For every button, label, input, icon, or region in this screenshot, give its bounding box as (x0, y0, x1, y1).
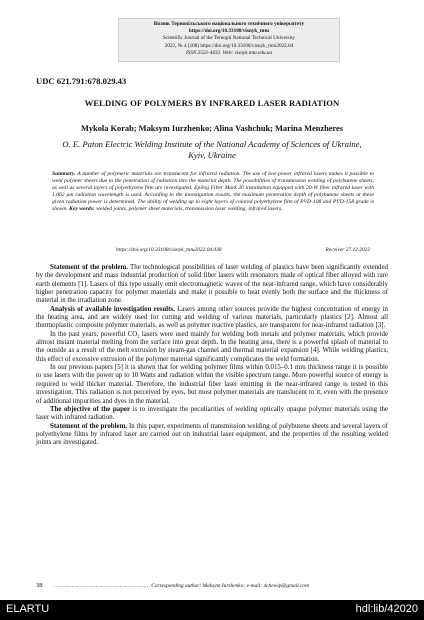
journal-doi[interactable]: https://doi.org/10.33108/visnyk_tntu (188, 28, 270, 35)
page-number: 38 (36, 582, 43, 589)
paragraph-text: The technological possibilities of laser welding of plastics have been significantly extended by the development and mass industrial production of solid fiber lasers with resonators made of optical fiber alloyed with rare earth elements [1]. Lasers of this type usually emit electromagnetic waves of the near-infrared range, which have considerably higher penetration capacity for polymer materials and make it possible to heat evenly both the surface and the thickness of material in the irradiation zone. (36, 264, 388, 305)
paper-title: WELDING OF POLYMERS BY INFRARED LASER RADIATION (84, 98, 340, 108)
keywords-text: welded joints, polymer sheet materials, transmission laser welding, infrared lasers. (96, 206, 283, 212)
paragraph-text: is to investigate the peculiarities of welding optically opaque polymer materials using the laser with infrared radiation. (36, 405, 389, 422)
article-body (36, 264, 388, 448)
journal-header (118, 18, 340, 62)
repository-name: ELARTU (6, 603, 50, 615)
received-date: Receiver 27.12.2022 (325, 247, 370, 253)
paragraph (36, 423, 388, 448)
abstract (52, 171, 374, 213)
journal-issue: 2022, № 4 (108) https://doi.org/10.33108/visnyk_tntu2022.04 (164, 42, 294, 49)
paragraph-text: In the past years, powerful CO₂ lasers were used mainly for welding both metals and polymer materials, which provide almost instant material melting from the surface into great depth. In the heating area, there is a powerful splash of material to the outside as a result of the melt extrusion by steam-gas channel and thermal material expansion [4]. While welding plastics, this effect of excessive extrusion of the polymer material significantly complicates the weld formation. (36, 330, 388, 363)
paper-authors: Mykola Korab; Maksym Iurzhenko; Alina Vashchuk; Marina Menzheres (80, 124, 344, 133)
paragraph-text: In this paper, experiments of transmission welding of polybutene sheets and several layers of polyethylene films by infrared laser are carried out on industrial laser equipment, and the properties of the resulting welded joints are investigated. (36, 422, 388, 447)
paragraph-heading: The objective of the paper (50, 405, 131, 413)
viewer-bottom-bar (0, 600, 424, 620)
article-doi-link[interactable]: https://doi.org/10.33108/visnyk_tntu2022.04.038 (116, 247, 222, 253)
keywords-label: Key words: (69, 206, 95, 212)
paragraph (36, 264, 388, 306)
paragraph (36, 306, 388, 331)
journal-name-ua: Вісник Тернопільського національного технічного університету (153, 21, 305, 27)
paragraph-text: In our previous papers [5] it is shown that for welding polymer films within 0.015–0.1 mm thickness range it is possible to use lasers with the power up to 10 Watts and radiation within the visible spectrum range. More powerful source of energy is required to weld thicker material. Therefore, the industrial fiber laser emitting in the near-infrared range is tested in this investigation. This radiation is not perceived by eyes, but most polymer materials are translucent to it, even with the presence of additional impurities and dyes in the material. (36, 364, 388, 405)
journal-name-en: Scientific Journal of the Ternopil National Technical University (162, 35, 296, 42)
abstract-label: Summary. (52, 171, 76, 177)
paper-affiliation: O. E. Paton Electric Welding Institute of the National Academy of Sciences of Ukraine, Kyiv, Ukraine (62, 139, 362, 160)
abstract-text: A number of polymeric materials are translucent for infrared radiation. The use of low-power infrared lasers makes it possible to weld polymer sheets due to the penetration of radiation into the material depth. The possibilities of transmission welding of polybutene sheets, as well as several layers of polyethylene film are investigated. Epilog Fiber Mark 20 installation equipped with 20-W fiber infrared laser with 1.062 μm radiation wavelength is used. According to the investigation results, the maximum penetration depth of polybutene sheets at these given radiation power is determined. The ability of welding up to eight layers of colored polyethylene film of PVD-108 and PVD-158 grade is shown. (52, 171, 374, 212)
journal-issn: ISSN 2522-4433. Web: visnyk.tntu.edu.ua (185, 49, 273, 56)
paragraph-heading: Analysis of available investigation results. (50, 305, 175, 313)
handle-id[interactable]: hdl:lib/42020 (355, 603, 418, 615)
paragraph-heading: Statement of the problem. (50, 264, 128, 271)
corresponding-author: …………………………………………………… Corresponding author: Maksym Iurzhenko; e-mail: 4chewip@gmail.com (54, 583, 309, 589)
paragraph-heading: Statement of the problem. (50, 422, 128, 430)
paragraph-text: Lasers among other sources provide the highest concentration of energy in the heating area, and are widely used for cutting and welding of various materials, particularly plastics [2]. Almost all thermoplastic composite polymer materials, as well as polymer reactive plastics, are transparent for near-infrared radiation [3]. (36, 305, 388, 330)
paragraph (36, 331, 388, 364)
paragraph (36, 364, 388, 406)
paragraph (36, 406, 388, 423)
udc-code: UDC 621.791:678.029.43 (36, 76, 127, 86)
